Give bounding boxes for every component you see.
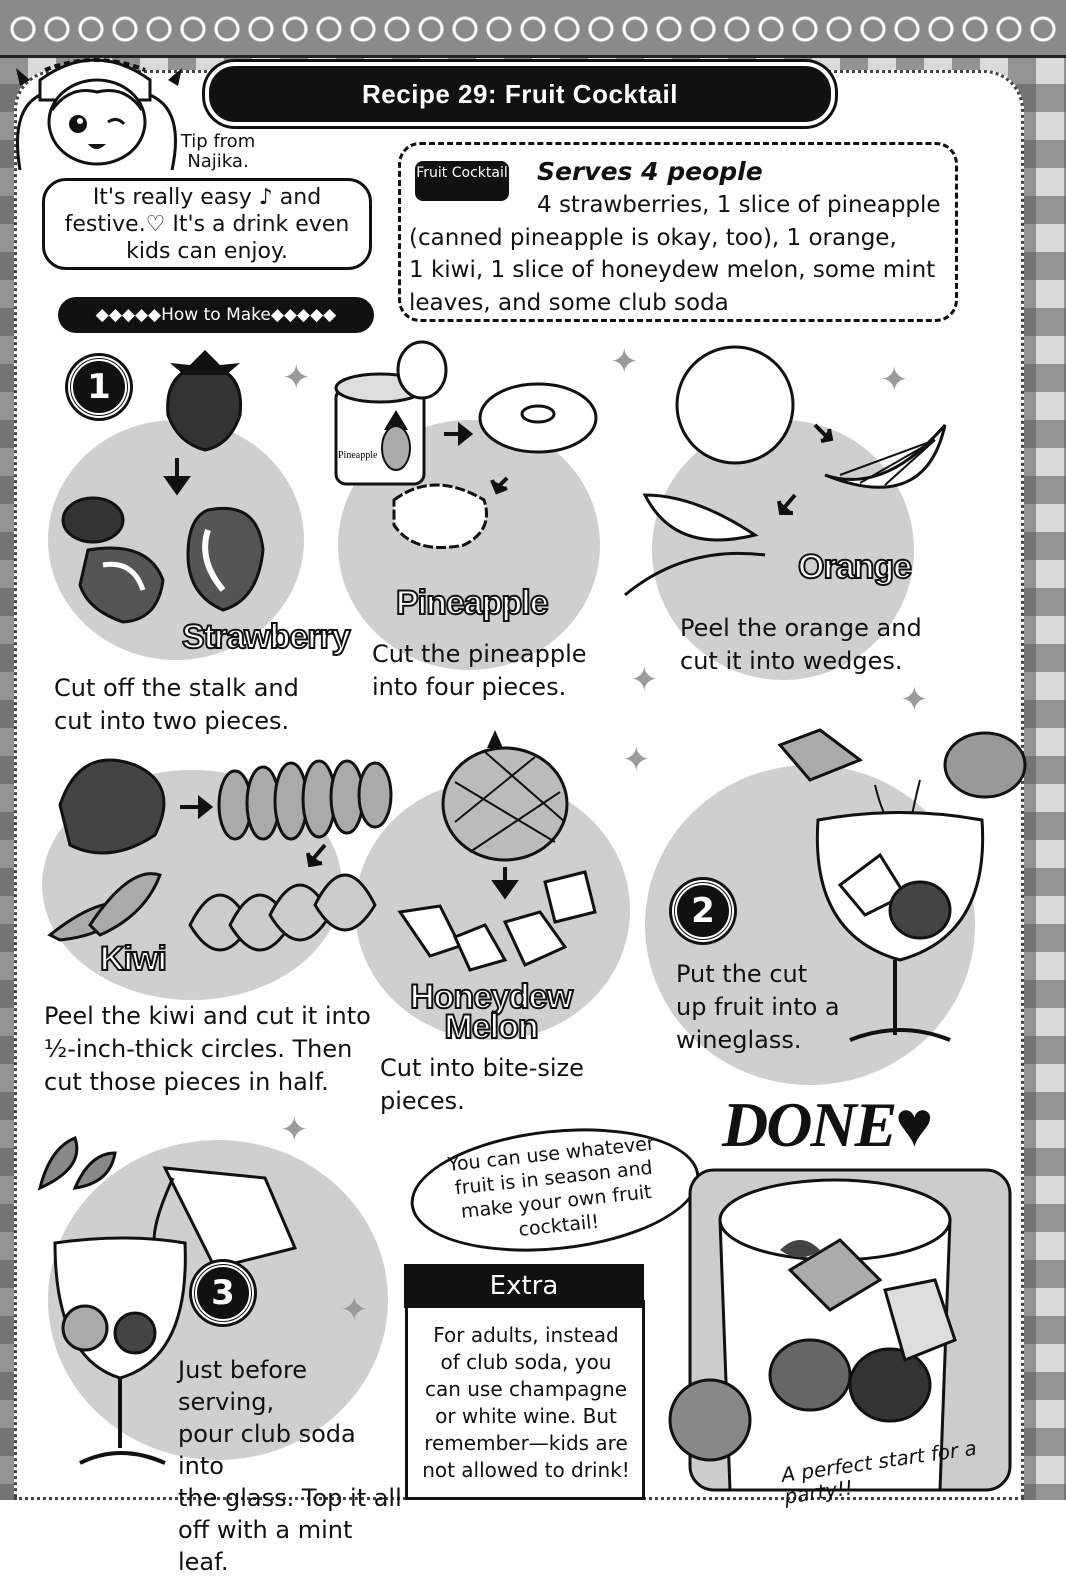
pineapple-can-icon	[332, 340, 612, 570]
tip-text: It's really easy ♪ and festive.♡ It's a drink even kids can enjoy.	[64, 184, 350, 264]
how-to-make-label: ◆◆◆◆◆How to Make◆◆◆◆◆	[95, 305, 337, 325]
melon-caption	[380, 1052, 620, 1118]
tip-label: Tip from Najika.	[180, 131, 256, 172]
caption-line: wineglass.	[676, 1026, 802, 1054]
extra-line: of club soda, you	[440, 1350, 612, 1374]
kiwi-caption	[44, 1000, 374, 1099]
caption-line: Cut off the stalk and	[54, 674, 299, 702]
caption-line: off with a mint leaf.	[178, 1516, 353, 1576]
caption-line: cut into two pieces.	[54, 707, 290, 735]
sparkle-icon: ✦	[340, 1290, 369, 1330]
strawberry-icon	[150, 345, 260, 455]
sparkle-icon: ✦	[880, 360, 909, 400]
tip-bubble	[42, 178, 372, 270]
sparkle-icon: ✦	[622, 740, 651, 780]
extra-heading: Extra	[404, 1264, 644, 1308]
extra-line: remember—kids are	[424, 1431, 628, 1455]
speech-text: You can use whatever fruit is in season and make your own fruit cocktail!	[446, 1132, 656, 1241]
recipe-title-bar	[205, 62, 835, 126]
ingredient-line: leaves, and some club soda	[409, 289, 729, 316]
extra-line: can use champagne	[424, 1377, 628, 1401]
caption-line: ½-inch-thick circles. Then	[44, 1035, 353, 1063]
step2-caption	[676, 958, 896, 1057]
najika-portrait	[0, 40, 190, 180]
strawberry-caption	[54, 672, 354, 738]
caption-line: cut it into wedges.	[680, 647, 903, 675]
can-label: Pineapple	[338, 450, 378, 461]
melon-icon	[395, 722, 605, 982]
caption-line: pour club soda into	[178, 1420, 356, 1480]
orange-label: Orange	[798, 548, 912, 586]
recipe-title: Recipe 29: Fruit Cocktail	[362, 78, 678, 109]
step-1-badge: 1	[68, 356, 130, 418]
caption-line: Put the cut	[676, 960, 808, 988]
kiwi-label: Kiwi	[100, 940, 166, 978]
orange-caption	[680, 612, 940, 678]
pineapple-label: Pineapple	[396, 584, 548, 622]
sparkle-icon: ✦	[610, 342, 639, 382]
caption-line: the glass. Top it all	[178, 1484, 402, 1512]
ingredients-box	[398, 142, 958, 322]
ingredient-line: 1 kiwi, 1 slice of honeydew melon, some mint	[409, 257, 936, 283]
ingredients-tag: Fruit Cocktail	[415, 161, 509, 201]
sparkle-icon: ✦	[282, 358, 311, 398]
caption-line: Just before serving,	[178, 1356, 308, 1416]
melon-label-line: Honeydew	[410, 978, 573, 1016]
caption-line: cut those pieces in half.	[44, 1068, 329, 1096]
sparkle-icon: ✦	[900, 680, 929, 720]
caption-line: Cut into bite-size	[380, 1054, 584, 1082]
sparkle-icon: ✦	[280, 1110, 309, 1150]
ingredient-line: (canned pineapple is okay, too), 1 orange,	[409, 224, 897, 251]
how-to-make-header	[58, 297, 374, 333]
serves-count: Serves 4 people	[537, 157, 763, 186]
caption-line: pieces.	[380, 1087, 465, 1115]
melon-label-line: Melon	[444, 1008, 538, 1046]
caption-line: Peel the kiwi and cut it into	[44, 1002, 371, 1030]
caption-line: into four pieces.	[372, 673, 567, 701]
step-2-badge: 2	[672, 880, 734, 942]
strawberry-halves-icon	[58, 490, 278, 630]
melon-label	[410, 978, 573, 1046]
caption-line: Cut the pineapple	[372, 640, 587, 668]
party-caption: A perfect start for a party!!	[779, 1435, 979, 1509]
done-title: DONE♥	[722, 1089, 932, 1160]
sparkle-icon: ✦	[630, 660, 659, 700]
ingredient-list	[409, 189, 957, 319]
ingredient-line: 4 strawberries, 1 slice of pineapple	[537, 192, 941, 218]
step-3-badge: 3	[192, 1262, 254, 1324]
pineapple-caption	[372, 638, 612, 704]
extra-line: not allowed to drink!	[422, 1458, 630, 1482]
step3-caption	[178, 1354, 408, 1578]
arrow-down-icon	[165, 458, 189, 494]
extra-text	[410, 1322, 642, 1484]
strawberry-label: Strawberry	[182, 618, 350, 656]
extra-line: For adults, instead	[433, 1323, 619, 1347]
extra-line: or white wine. But	[435, 1404, 617, 1428]
caption-line: up fruit into a	[676, 993, 840, 1021]
caption-line: Peel the orange and	[680, 614, 922, 642]
